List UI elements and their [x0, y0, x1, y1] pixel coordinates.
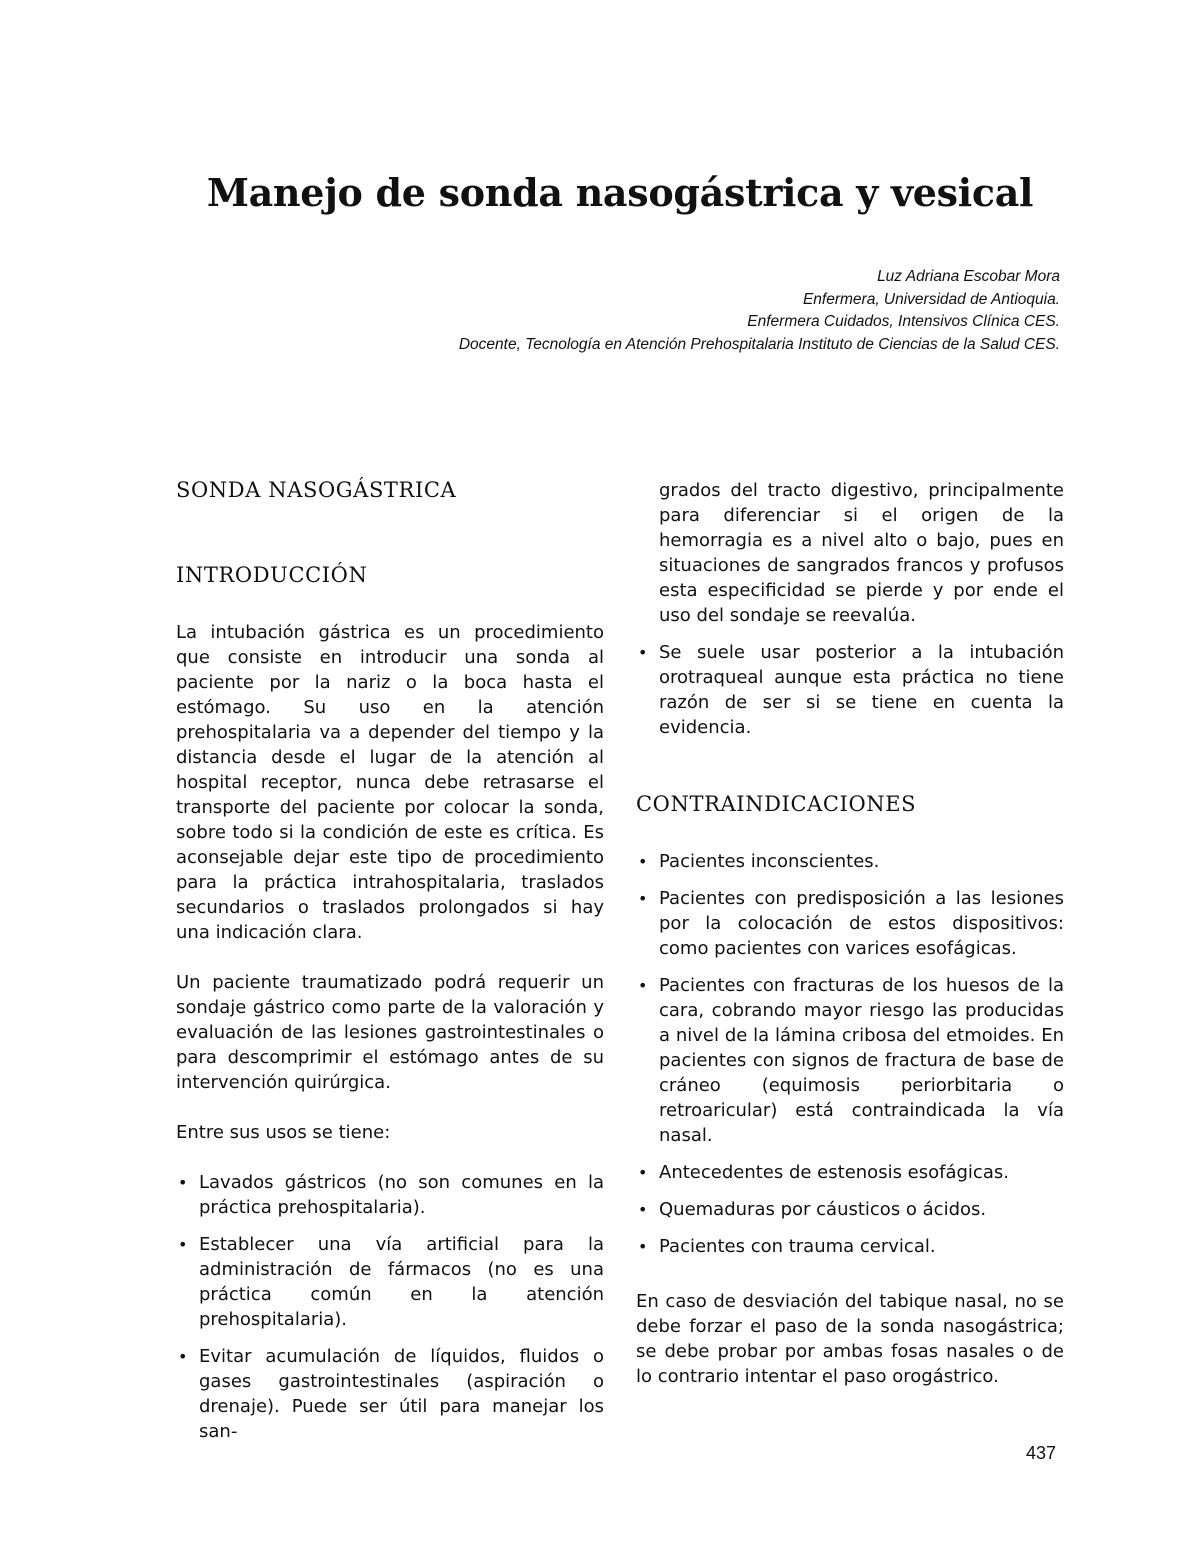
- contraindications-heading: CONTRAINDICACIONES: [636, 792, 917, 816]
- bullet-icon: •: [638, 889, 648, 908]
- intro-paragraph-2: Un paciente traumatizado podrá requerir un sondaje gástrico como parte de la valoración y evaluación de las lesiones gastrointestinales o para descomprimir el estómago antes de su intervención quirúrgica.: [176, 972, 604, 1093]
- list-item: [636, 886, 1064, 961]
- list-item: [636, 973, 1064, 1148]
- list-item: [176, 1344, 604, 1444]
- list-item: [176, 1232, 604, 1332]
- list-item-text: Se suele usar posterior a la intubación orotraqueal aunque esta práctica no tiene razón de ser si se tiene en cuenta la evidencia.: [659, 642, 1064, 738]
- bullet-icon: •: [638, 852, 648, 871]
- intro-heading: INTRODUCCIÓN: [176, 563, 368, 587]
- list-item: [636, 1234, 1064, 1259]
- bullet-icon: •: [638, 1163, 648, 1182]
- list-item: [636, 1197, 1064, 1222]
- list-item-text: Pacientes con predisposición a las lesiones por la colocación de estos dispositivos: como pacientes con varices esofágicas.: [659, 888, 1064, 959]
- list-item: [176, 1170, 604, 1220]
- uses-list: [176, 1170, 604, 1444]
- bullet-icon: •: [638, 643, 648, 662]
- page-title: Manejo de sonda nasogástrica y vesical: [206, 170, 1034, 215]
- list-item: [636, 849, 1064, 874]
- right-column: [636, 478, 1064, 1414]
- continued-list-text: grados del tracto digestivo, principalmente para diferenciar si el origen de la hemorragia es a nivel alto o bajo, pues en situaciones de sangrados francos y profusos esta especificidad se pierde y por ende el uso del sondaje se reevalúa.: [659, 480, 1064, 626]
- list-item-text: Antecedentes de estenosis esofágicas.: [659, 1162, 1009, 1183]
- list-item-text: Pacientes con fracturas de los huesos de la cara, cobrando mayor riesgo las producidas a nivel de la lámina cribosa del etmoides. En pacientes con signos de fractura de base de cráneo (equimosis periorbitaria o retroaricular) está contraindicada la vía nasal.: [659, 975, 1064, 1146]
- bullet-icon: •: [638, 976, 648, 995]
- author-block: [459, 266, 1060, 356]
- contraindications-list: [636, 849, 1064, 1259]
- bullet-icon: •: [178, 1235, 188, 1254]
- list-item-text: Quemaduras por cáusticos o ácidos.: [659, 1199, 987, 1220]
- intro-paragraph-3: Entre sus usos se tiene:: [176, 1122, 391, 1143]
- bullet-icon: •: [638, 1200, 648, 1219]
- closing-paragraph: En caso de desviación del tabique nasal, no se debe forzar el paso de la sonda nasogástrica; se debe probar por ambas fosas nasales o de lo contrario intentar el paso orogástrico.: [636, 1291, 1064, 1387]
- bullet-icon: •: [178, 1173, 188, 1192]
- list-item-text: Pacientes inconscientes.: [659, 851, 880, 872]
- left-column: [176, 478, 604, 1456]
- list-item: [636, 640, 1064, 740]
- author-name: Luz Adriana Escobar Mora: [877, 268, 1060, 285]
- intro-paragraph-1: La intubación gástrica es un procedimiento que consiste en introducir una sonda al paciente por la nariz o la boca hasta el estómago. Su uso en la atención prehospitalaria va a depender del tiempo y la distancia desde el lugar de la atención al hospital receptor, nunca debe retrasarse el transporte del paciente por colocar la sonda, sobre todo si la condición de este es crítica. Es aconsejable dejar este tipo de procedimiento para la práctica intrahospitalaria, traslados secundarios o traslados prolongados si hay una indicación clara.: [176, 622, 604, 943]
- list-item-text: Lavados gástricos (no son comunes en la práctica prehospitalaria).: [199, 1172, 604, 1218]
- list-item-text: Pacientes con trauma cervical.: [659, 1236, 936, 1257]
- page-number: 437: [1026, 1443, 1057, 1463]
- uses-list-continued: [636, 640, 1064, 740]
- author-affiliation-2: Enfermera Cuidados, Intensivos Clínica CES.: [747, 313, 1060, 330]
- bullet-icon: •: [638, 1237, 648, 1256]
- section-heading: SONDA NASOGÁSTRICA: [176, 478, 457, 502]
- list-item: [636, 1160, 1064, 1185]
- list-item-text: Establecer una vía artificial para la administración de fármacos (no es una práctica común en la atención prehospitalaria).: [199, 1234, 604, 1330]
- bullet-icon: •: [178, 1347, 188, 1366]
- author-affiliation-3: Docente, Tecnología en Atención Prehospitalaria Instituto de Ciencias de la Salud CES.: [458, 335, 1060, 353]
- list-item-text: Evitar acumulación de líquidos, fluidos o gases gastrointestinales (aspiración o drenaje). Puede ser útil para manejar los san-: [199, 1346, 604, 1442]
- author-affiliation-1: Enfermera, Universidad de Antioquia.: [802, 290, 1060, 308]
